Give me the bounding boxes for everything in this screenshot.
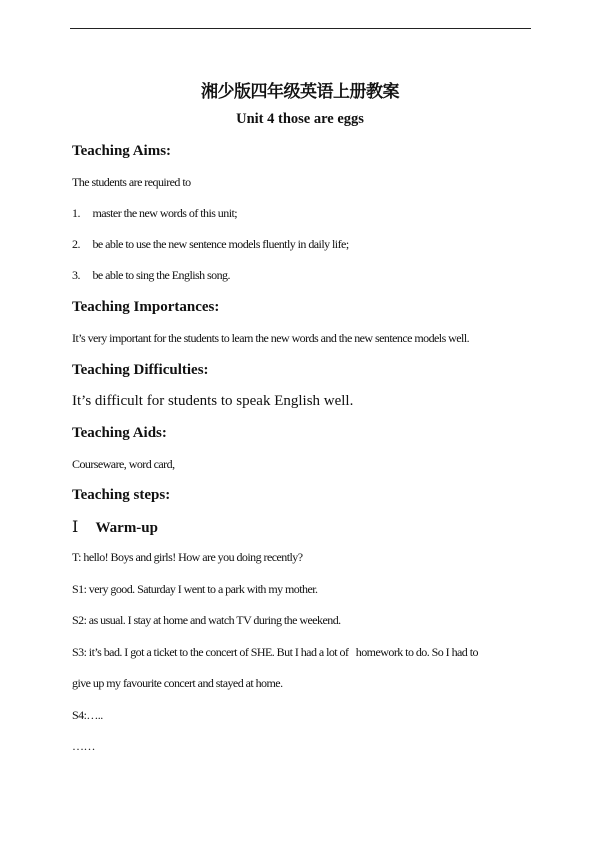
section-numeral: Ⅰ [72,519,79,536]
teaching-aims-heading: Teaching Aims: [72,143,172,159]
aims-item [72,268,230,283]
aims-item-number: 1. [72,206,80,220]
dialogue-ellipsis: …… [72,739,95,753]
warm-up-heading [72,517,158,537]
dialogue-line: S4:….. [72,708,103,722]
dialogue-line: T: hello! Boys and girls! How are you doing recently? [72,550,303,564]
aims-item-number: 2. [72,237,80,251]
aims-item [72,206,237,221]
aims-item [72,237,349,252]
dialogue-line: give up my favourite concert and stayed at home. [72,676,283,690]
teaching-importances-heading: Teaching Importances: [72,299,220,315]
dialogue-line: S1: very good. Saturday I went to a park with my mother. [72,582,318,596]
aids-text: Courseware, word card, [72,457,175,471]
aims-item-text: be able to use the new sentence models fluently in daily life; [92,237,349,251]
difficulties-text: It’s difficult for students to speak English well. [72,393,354,409]
dialogue-line: S3: it’s bad. I got a ticket to the concert of SHE. But I had a lot of homework to do. So I had to [72,645,478,659]
teaching-steps-heading: Teaching steps: [72,487,171,503]
aims-item-number: 3. [72,268,80,282]
teaching-difficulties-heading: Teaching Difficulties: [72,362,209,378]
unit-subtitle: Unit 4 those are eggs [236,111,364,127]
header-rule [70,28,531,29]
teaching-aids-heading: Teaching Aids: [72,425,167,441]
dialogue-line: S2: as usual. I stay at home and watch TV during the weekend. [72,613,341,627]
section-title: Warm-up [95,520,158,536]
document-title: 湘少版四年级英语上册教案 [201,82,399,102]
aims-item-text: master the new words of this unit; [92,206,238,220]
importances-text: It’s very important for the students to learn the new words and the new sentence models well. [72,331,470,345]
aims-item-text: be able to sing the English song. [92,268,230,282]
aims-intro: The students are required to [72,175,191,189]
